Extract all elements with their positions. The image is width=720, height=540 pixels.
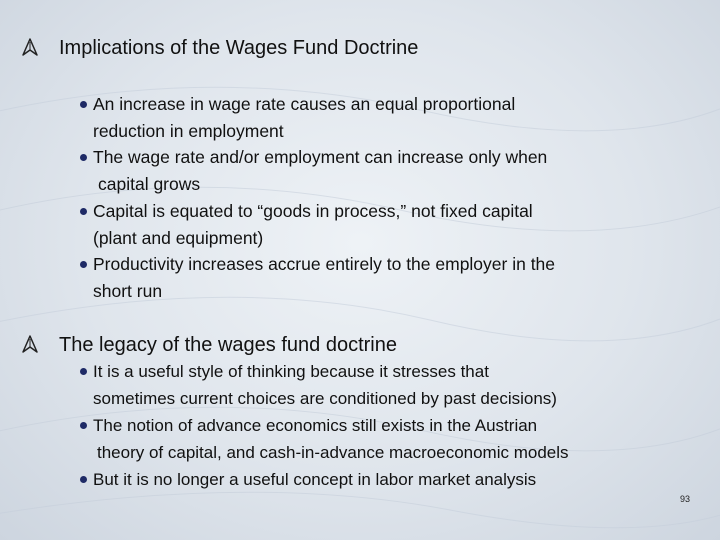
dot-icon bbox=[80, 476, 87, 483]
dot-icon bbox=[80, 422, 87, 429]
section-1-heading bbox=[22, 36, 418, 62]
arrowhead-icon bbox=[22, 335, 38, 359]
list-item bbox=[80, 412, 569, 466]
list-item bbox=[80, 251, 555, 304]
dot-icon bbox=[80, 101, 87, 108]
list-item bbox=[80, 466, 569, 493]
section-2-heading bbox=[22, 333, 397, 359]
bullet-text-line: An increase in wage rate causes an equal proportional bbox=[93, 94, 516, 114]
bullet-text-line: The wage rate and/or employment can increase only when bbox=[93, 147, 548, 168]
arrowhead-icon bbox=[22, 38, 38, 62]
list-item bbox=[80, 91, 555, 144]
bullet-text-line: But it is no longer a useful concept in labor market analysis bbox=[93, 470, 537, 489]
section-2-bullet-list bbox=[80, 358, 569, 493]
bullet-text-line: sometimes current choices are conditioned by past decisions) bbox=[93, 389, 557, 408]
section-1-bullet-list bbox=[80, 91, 555, 305]
bullet-text-line: It is a useful style of thinking because it stresses that bbox=[93, 362, 489, 381]
section-2-title: The legacy of the wages fund doctrine bbox=[59, 334, 397, 356]
bullet-text-line: theory of capital, and cash-in-advance macroeconomic models bbox=[97, 443, 569, 462]
bullet-text-line: Productivity increases accrue entirely to the employer in the bbox=[93, 254, 556, 275]
bullet-text-line: Capital is equated to “goods in process,” not fixed capital bbox=[93, 200, 533, 221]
section-1-title: Implications of the Wages Fund Doctrine bbox=[59, 37, 419, 59]
dot-icon bbox=[80, 208, 87, 215]
page-number: 93 bbox=[679, 494, 690, 504]
list-item bbox=[80, 144, 555, 197]
list-item bbox=[80, 358, 569, 412]
bullet-text-line: reduction in employment bbox=[93, 120, 284, 141]
bullet-text-line: The notion of advance economics still exists in the Austrian bbox=[93, 416, 538, 435]
bullet-text-line: capital grows bbox=[98, 174, 201, 195]
dot-icon bbox=[80, 368, 87, 375]
bullet-text-line: (plant and equipment) bbox=[93, 227, 264, 248]
bullet-text-line: short run bbox=[93, 280, 163, 301]
list-item bbox=[80, 198, 555, 251]
